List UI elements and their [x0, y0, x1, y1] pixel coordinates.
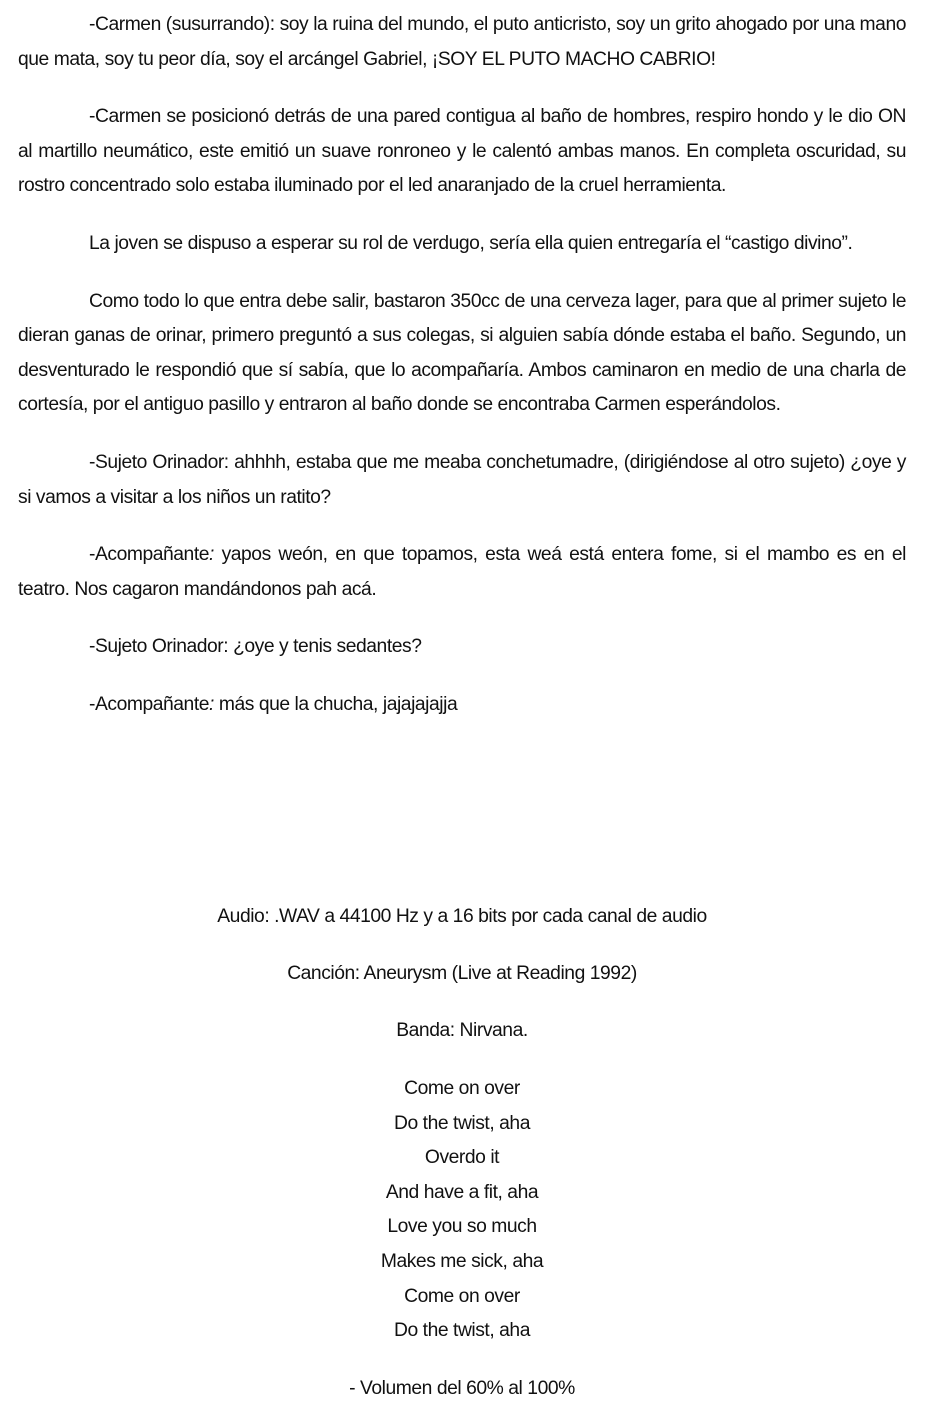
paragraph-sujeto-orinador-1: -Sujeto Orinador: ahhhh, estaba que me meaba conchetumadre, (dirigiéndose al otro sujeto) ¿oye y si vamos a visitar a los niños un ratito?	[18, 451, 906, 508]
story-text	[18, 8, 906, 746]
dialogue-text: yapos weón, en que topamos, esta weá está entera fome, si el mambo es en el teatro. Nos cagaron mandándonos pah acá.	[18, 544, 906, 600]
speaker-acompanante: -Acompañante	[89, 544, 210, 566]
lyrics	[18, 1072, 906, 1349]
volume-note: - Volumen del 60% al 100%	[349, 1378, 575, 1399]
song-title: Canción: Aneurysm (Live at Reading 1992)	[287, 963, 637, 984]
paragraph-carmen-position: -Carmen se posicionó detrás de una pared contigua al baño de hombres, respiro hondo y le dio ON al martillo neumático, este emitió un suave ronroneo y le calentó ambas manos. En completa oscuridad, su rostro concentrado solo estaba iluminado por el led anaranjado de la cruel herramienta.	[18, 106, 906, 197]
paragraph-acompanante-1	[18, 538, 906, 607]
lyric-line: Come on over	[404, 1078, 520, 1099]
paragraph-sujeto-orinador-2: -Sujeto Orinador: ¿oye y tenis sedantes?	[89, 636, 422, 658]
band-name: Banda: Nirvana.	[396, 1020, 528, 1041]
lyric-line: Overdo it	[424, 1147, 500, 1169]
lyric-line: Makes me sick, aha	[380, 1250, 544, 1272]
speaker-acompanante: -Acompañante	[89, 693, 210, 715]
lyric-line: Do the twist, aha	[394, 1112, 530, 1134]
song-info	[18, 957, 906, 992]
band-info	[18, 1014, 906, 1049]
speaker-colon: :	[209, 544, 214, 566]
dialogue-text: más que la chucha, jajajajajja	[213, 693, 458, 715]
lyric-line: Do the twist, aha	[394, 1320, 530, 1342]
paragraph-carmen-whisper: -Carmen (susurrando): soy la ruina del mundo, el puto anticristo, soy un grito ahogado por una mano que mata, soy tu peor día, soy el arcángel Gabriel, ¡SOY EL PUTO MACHO CABRIO!	[18, 14, 906, 70]
audio-info	[18, 900, 906, 935]
paragraph-young-woman: La joven se dispuso a esperar su rol de verdugo, sería ella quien entregaría el “castigo divino”.	[89, 232, 853, 254]
lyric-line: Come on over	[404, 1285, 520, 1307]
lyric-line: And have a fit, aha	[385, 1181, 539, 1203]
lyric-line: Love you so much	[387, 1216, 537, 1238]
paragraph-beer: Como todo lo que entra debe salir, bastaron 350cc de una cerveza lager, para que al primer sujeto le dieran ganas de orinar, primero preguntó a sus colegas, si alguien sabía dónde estaba el baño. Segundo, un desventurado le respondió que sí sabía, que lo acompañaría. Ambos caminaron en medio de una charla de cortesía, por el antiguo pasillo y entraron al baño donde se encontraba Carmen esperándolos.	[18, 290, 906, 416]
volume-info	[18, 1372, 906, 1407]
audio-format: Audio: .WAV a 44100 Hz y a 16 bits por cada canal de audio	[217, 906, 707, 927]
paragraph-acompanante-2	[18, 688, 906, 723]
speaker-colon: :	[209, 693, 214, 715]
